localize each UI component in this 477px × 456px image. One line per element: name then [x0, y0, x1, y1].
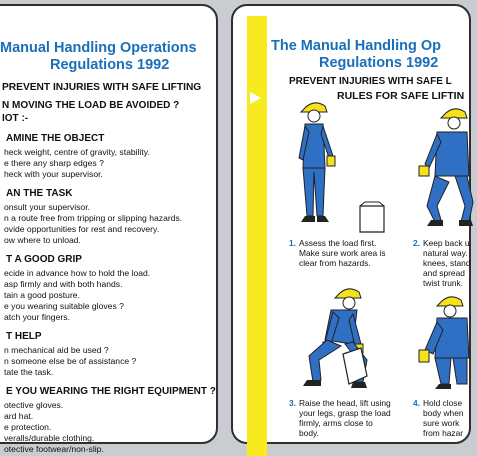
worker-figure-icon — [407, 102, 477, 232]
section-heading: E YOU WEARING THE RIGHT EQUIPMENT ? — [6, 386, 216, 397]
section-item: n mechanical aid be used ? — [4, 345, 109, 355]
section-heading: AMINE THE OBJECT — [6, 133, 105, 144]
step-text-line: Assess the load first. — [299, 238, 377, 248]
left-title-line2: Regulations 1992 — [50, 57, 170, 73]
left-card — [0, 4, 218, 454]
right-title: The Manual Handling Op — [271, 38, 441, 54]
step-text-line: body. — [299, 428, 319, 438]
section-item: otective gloves. — [4, 400, 64, 410]
step-text-line: and spread — [423, 268, 465, 278]
section-item: tate the task. — [4, 367, 54, 377]
step-text-line: body when — [423, 408, 464, 418]
section-item: atch your fingers. — [4, 312, 70, 322]
left-title: Manual Handling Operations — [0, 40, 197, 56]
step-text-line: clear from hazards. — [299, 258, 371, 268]
section-item: e protection. — [4, 422, 52, 432]
section-item: asp firmly and with both hands. — [4, 279, 123, 289]
step-number: 4. — [413, 398, 420, 408]
section-item: tain a good posture. — [4, 290, 80, 300]
section-item: n someone else be of assistance ? — [4, 356, 137, 366]
step-text-line: knees, stand — [423, 258, 471, 268]
load-box-icon — [339, 346, 369, 386]
step-text-line: Hold close — [423, 398, 463, 408]
section-item: ard hat. — [4, 411, 34, 421]
step-caption — [413, 398, 464, 438]
right-card — [231, 4, 471, 444]
section-item: heck weight, centre of gravity, stability. — [4, 147, 150, 157]
section-heading: T A GOOD GRIP — [6, 254, 82, 265]
section-item: veralls/durable clothing. — [4, 433, 95, 443]
arrow-right-icon — [250, 92, 261, 104]
worker-figure-icon — [411, 294, 475, 390]
step-text-line: from hazar — [423, 428, 464, 438]
step-number: 2. — [413, 238, 420, 248]
step-number: 1. — [289, 238, 296, 248]
section-item: n a route free from tripping or slipping hazards. — [4, 213, 183, 223]
step-text-line: sure work — [423, 418, 460, 428]
step-number: 3. — [289, 398, 296, 408]
step-text-line: firmly, arms close to — [299, 418, 373, 428]
section-item: e you wearing suitable gloves ? — [4, 301, 124, 311]
section-heading: T HELP — [6, 331, 42, 342]
section-item: onsult your supervisor. — [4, 202, 90, 212]
step-caption — [413, 238, 471, 288]
right-subtitle: PREVENT INJURIES WITH SAFE L — [289, 76, 452, 87]
section-item: ecide in advance how to hold the load. — [4, 268, 151, 278]
right-title-line2: Regulations 1992 — [319, 55, 439, 71]
left-subtitle: PREVENT INJURIES WITH SAFE LIFTING — [2, 82, 202, 93]
step-text-line: your legs, grasp the load — [299, 408, 391, 418]
step-text-line: Make sure work area is — [299, 248, 386, 258]
worker-figure-icon — [289, 98, 349, 232]
yellow-band — [247, 16, 267, 456]
section-item: e there any sharp edges ? — [4, 158, 104, 168]
step-text-line: Keep back u — [423, 238, 470, 248]
rules-heading: RULES FOR SAFE LIFTIN — [337, 90, 465, 102]
load-box-icon — [357, 200, 387, 234]
section-item: otective footwear/non-slip. — [4, 444, 104, 454]
step-text-line: twist trunk. — [423, 278, 464, 288]
section-item: ow where to unload. — [4, 235, 81, 245]
step-caption — [289, 238, 386, 268]
question-line: N MOVING THE LOAD BE AVOIDED ? — [2, 100, 180, 111]
question-line: IOT :- — [2, 113, 29, 124]
step-caption — [289, 398, 391, 438]
section-item: heck with your supervisor. — [4, 169, 103, 179]
section-item: ovide opportunities for rest and recovery. — [4, 224, 160, 234]
step-text-line: natural way. — [423, 248, 468, 258]
step-text-line: Raise the head, lift using — [299, 398, 391, 408]
section-heading: AN THE TASK — [6, 188, 73, 199]
left-body — [2, 98, 216, 454]
